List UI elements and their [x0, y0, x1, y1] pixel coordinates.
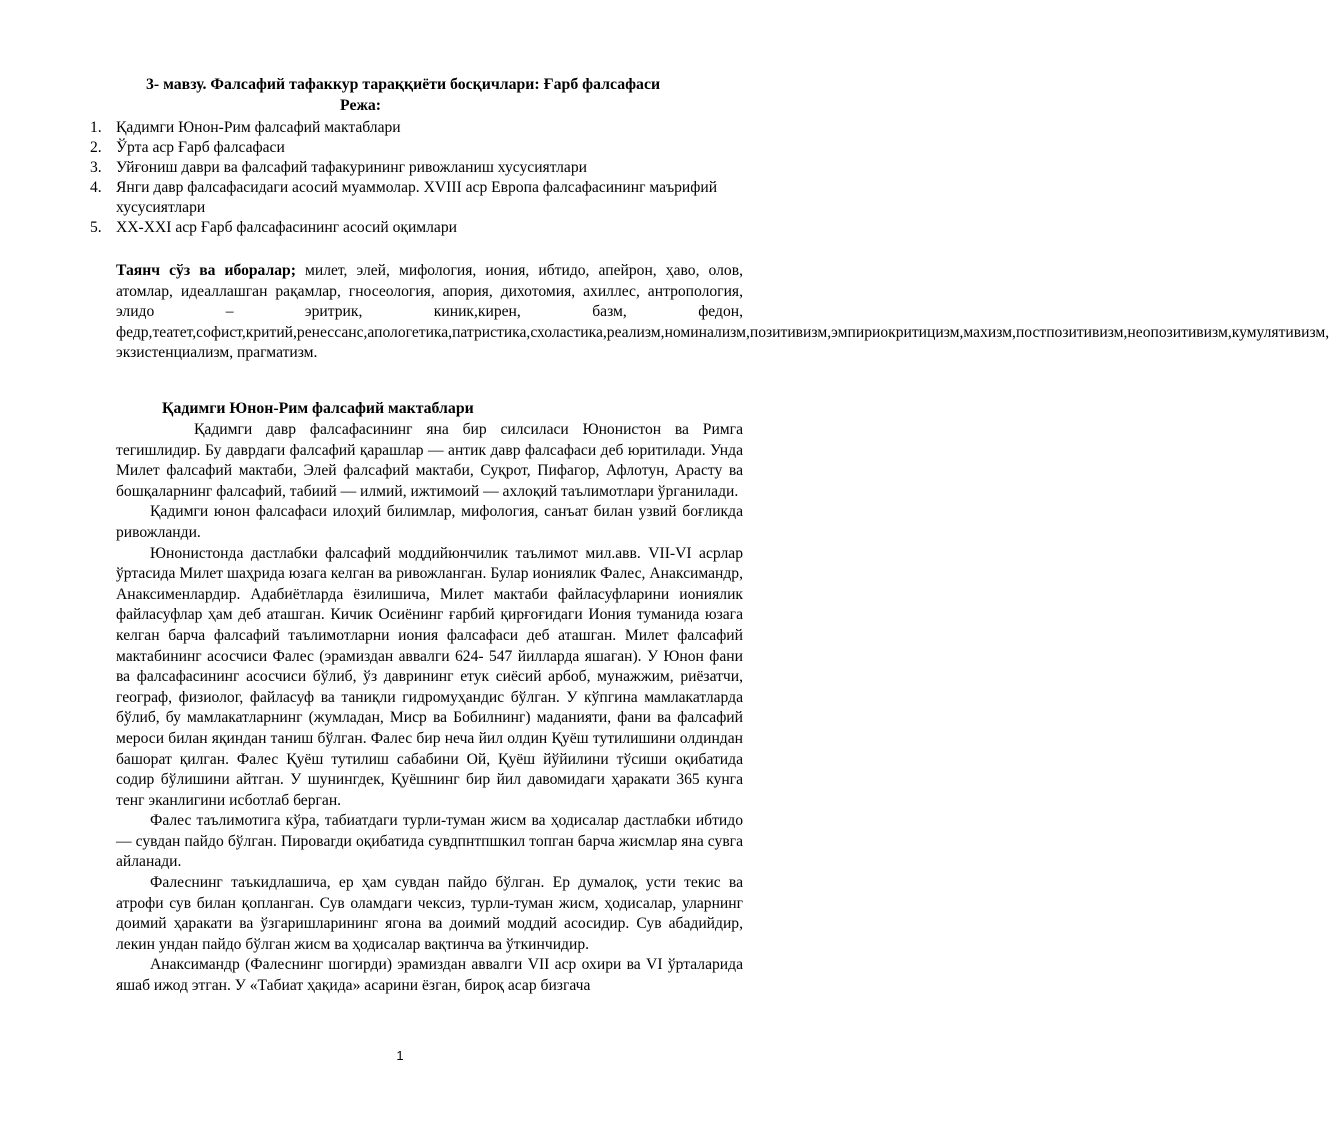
- body-paragraph: Юнонистонда дастлабки фалсафий моддийюнчилик таълимот мил.авв. VII-VI асрлар ўртасида Милет шаҳрида юзага келган ва ривожланган. Булар иониялик Фалес, Анаксимандр, Анаксименлардир. Адабиётларда ёзилишича, Милет мактаби файласуфларини иониялик файласуфлар ҳам деб аташган. Кичик Осиёнинг ғарбий қирғоғидаги Иония туманида юзага келган барча фалсафий таълимотларни иония фалсафаси деб аташган. Милет фалсафий мактабининг асосчиси Фалес (эрамиздан аввалги 624- 547 йилларда яшаган). У Юнон фани ва фалсафасининг асосчиси бўлиб, ўз даврининг етук сиёсий арбоб, мунажжим, риёзатчи, географ, физиолог, файласуф ва таниқли гидромуҳандис бўлган. У кўпгина мамлакатларда бўлиб, бу мамлакатларнинг (жумладан, Миср ва Бобилнинг) маданияти, фани ва фалсафий мероси билан яқиндан таниш бўлган. Фалес бир неча йил олдин Қуёш тутилишини олдиндан башорат қилган. Фалес Қуёш тутилиш сабабини Ой, Қуёш йўйилини тўсиши оқибатида содир бўлишини айтган. У шунингдек, Қуёшнинг бир йил давомидаги ҳаракати 365 кунга тенг эканлигини исботлаб берган.: [116, 544, 743, 809]
- plan-item-text: XX-XXI аср Ғарб фалсафасининг асосий оқимлари: [116, 219, 457, 236]
- plan-item-text: Уйғониш даври ва фалсафий тафакурининг ривожланиш хусусиятлари: [116, 159, 587, 176]
- body-paragraph: Қадимги юнон фалсафаси илоҳий билимлар, мифология, санъат билан узвий боғликда ривожланди.: [116, 503, 743, 541]
- plan-item: [90, 218, 750, 238]
- plan-item-number: 5.: [90, 219, 102, 236]
- plan-item-text: Ўрта аср Ғарб фалсафаси: [116, 139, 285, 156]
- body-paragraph: Анаксимандр (Фалеснинг шогирди) эрамиздан аввалги VII аср охири ва VI ўрталарида яшаб ижод этган. У «Табиат ҳақида» асарини ёзган, бироқ асар бизгача: [116, 956, 743, 995]
- plan-item: [90, 138, 750, 158]
- keywords-label: Таянч сўз ва иборалар;: [116, 262, 296, 279]
- plan-item-text: Янги давр фалсафасидаги асосий муаммолар. XVIII аср Европа фалсафасининг маърифий хусусиятлари: [116, 179, 718, 216]
- plan-item: [90, 118, 750, 138]
- page-number: 1: [396, 1048, 404, 1063]
- body-paragraph: Фалеснинг таъкидлашича, ер ҳам сувдан пайдо бўлган. Ер думалоқ, усти текис ва атрофи сув билан қопланган. Сув оламдаги чексиз, турли-туман жисм, ҳодисалар, уларнинг доимий ҳаракати ва ўзгаришларининг ягона ва доимий моддий асосидир. Сув абадийдир, лекин ундан пайдо бўлган жисм ва ҳодисалар вақтинча ва ўткинчидир.: [116, 874, 743, 953]
- plan-item-text: Қадимги Юнон-Рим фалсафий мактаблари: [116, 119, 401, 136]
- topic-title: 3- мавзу. Фалсафий тафаккур тараққиёти босқичлари: Ғарб фалсафаси: [146, 76, 661, 93]
- plan-item: [90, 158, 750, 178]
- plan-item: [90, 178, 750, 218]
- plan-item-number: 2.: [90, 139, 102, 156]
- section-heading: Қадимги Юнон-Рим фалсафий мактаблари: [162, 400, 474, 417]
- body-text: [116, 420, 743, 997]
- keywords-text: милет, элей, мифология, иония, ибтидо, апейрон, ҳаво, олов, атомлар, идеаллашган рақамлар, гносеология, апория, дихотомия, ахиллес, антропология, элидо – эритрик, киник,кирен, базм, федон, федр,театет,софист,критий,ренессанс,апологетика,патристика,схоластика,реализм,номинализм,позитивизм,эмпириокритицизм,махизм,постпозитивизм,неопозитивизм,кумулятивизм, экзистенциализм, прагматизм.: [116, 262, 1329, 361]
- plan-item-number: 4.: [90, 179, 102, 196]
- keywords-paragraph: [116, 261, 1329, 364]
- plan-item-number: 3.: [90, 159, 102, 176]
- plan-list: [90, 118, 750, 238]
- body-paragraph: Қадимги давр фалсафасининг яна бир силсиласи Юнонистон ва Римга тегишлидир. Бу даврдаги фалсафий қарашлар — антик давр фалсафаси деб юритилади. Унда Милет фалсафий мактаби, Элей фалсафий мактаби, Суқрот, Пифагор, Афлотун, Арасту ва бошқаларнинг фалсафий, табиий — илмий, ижтимоий — аxлоқий таълимотлари ўрганилади.: [116, 421, 743, 500]
- plan-item-number: 1.: [90, 119, 102, 136]
- plan-title: Режа:: [340, 97, 382, 114]
- body-paragraph: Фалес таълимотига кўра, табиатдаги турли-туман жисм ва ҳодисалар дастлабки ибтидо — сувдан пайдо бўлган. Пировarди оқибатида сувдпнтпшкил топган барча жисмлар яна сувга айланади.: [116, 812, 743, 871]
